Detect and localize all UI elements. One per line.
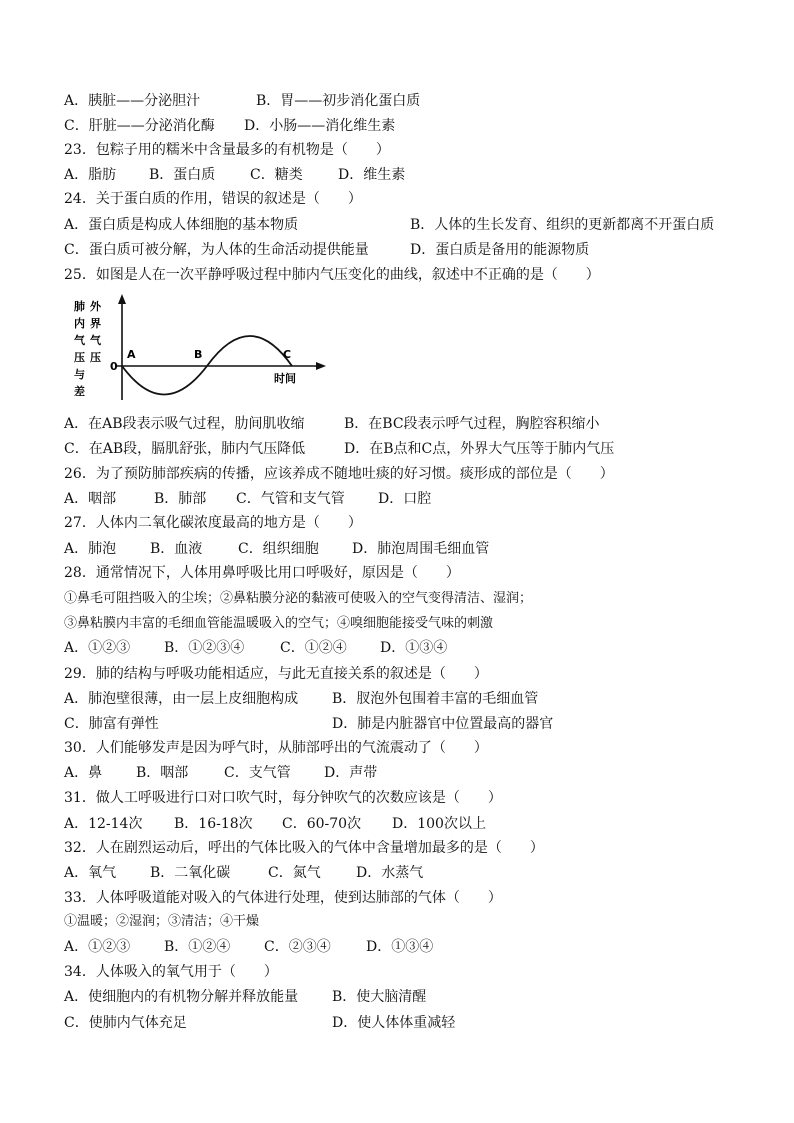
x-axis-arrow xyxy=(316,362,326,370)
x-axis-label: 时间 xyxy=(274,372,296,385)
q28-stem: 28．通常情况下，人体用鼻呼吸比用口呼吸好，原因是（ ） xyxy=(64,565,460,581)
q28-option-c: C．①②④ xyxy=(280,640,347,656)
q30-option-b: B．咽部 xyxy=(136,765,189,781)
q25-option-d: D．在B点和C点，外界大气压等于肺内气压 xyxy=(344,441,615,457)
q33-option-d: D．①③④ xyxy=(366,939,434,955)
q34-option-d: D．使人体体重减轻 xyxy=(332,1015,456,1031)
ylabel-col1-char-0: 肺 xyxy=(74,300,85,313)
q30-option-d: D．声带 xyxy=(324,765,378,781)
q34-stem: 34．人体吸入的氧气用于（ ） xyxy=(64,964,278,980)
q24-option-a: A．蛋白质是构成人体细胞的基本物质 xyxy=(64,217,299,233)
q29-option-a: A．肺泡壁很薄，由一层上皮细胞构成 xyxy=(64,691,299,707)
q26-option-d: D．口腔 xyxy=(378,491,432,507)
q33-note: ①温暖；②湿润；③清洁；④干燥 xyxy=(64,914,260,929)
ylabel-col2-char-0: 外 xyxy=(90,300,101,313)
q30-option-c: C．支气管 xyxy=(224,765,291,781)
q33-option-b: B．①②④ xyxy=(164,939,231,955)
q34-option-b: B．使大脑清醒 xyxy=(332,989,427,1005)
q26-stem: 26．为了预防肺部疾病的传播，应该养成不随地吐痰的好习惯。痰形成的部位是（ ） xyxy=(64,466,614,482)
q24-option-b: B．人体的生长发育、组织的更新都离不开蛋白质 xyxy=(410,217,715,233)
q26-option-c: C．气管和支气管 xyxy=(236,491,345,507)
ylabel-col2-char-1: 界 xyxy=(90,317,101,330)
q34-option-c: C．使肺内气体充足 xyxy=(64,1015,187,1031)
q29-option-d: D．肺是内脏器官中位置最高的器官 xyxy=(332,716,554,732)
q24-stem: 24．关于蛋白质的作用，错误的叙述是（ ） xyxy=(64,191,362,207)
ylabel-col1-char-1: 内 xyxy=(74,317,85,330)
q26-option-a: A．咽部 xyxy=(64,491,117,507)
q24-option-d: D．蛋白质是备用的能源物质 xyxy=(410,242,590,258)
q32-stem: 32．人在剧烈运动后，呼出的气体比吸入的气体中含量增加最多的是（ ） xyxy=(64,840,544,856)
q32-option-d: D．水蒸气 xyxy=(356,865,424,881)
q29-option-b: B．肞泡外包围着丰富的毛细血管 xyxy=(332,691,539,707)
q22-option-b: B．胃——初步消化蛋白质 xyxy=(256,93,421,109)
point-c-label: C xyxy=(283,348,292,361)
q33-option-c: C．②③④ xyxy=(264,939,331,955)
q28-note-1: ①鼻毛可阻挡吸入的尘埃；②鼻粘膜分泌的黏液可使吸入的空气变得清洁、湿润； xyxy=(64,591,533,606)
q31-option-c: C．60-70次 xyxy=(282,816,362,832)
q23-option-d: D．维生素 xyxy=(338,167,406,183)
point-a-label: A xyxy=(127,348,136,361)
ylabel-col1-char-2: 气 xyxy=(74,334,85,347)
q23-option-a: A．脂肪 xyxy=(64,167,117,183)
origin-label: 0 xyxy=(110,360,118,373)
pressure-curve-figure xyxy=(70,292,330,404)
q29-stem: 29．肺的结构与呼吸功能相适应，与此无直接关系的叙述是（ ） xyxy=(64,666,488,682)
q34-option-a: A．使细胞内的有机物分解并释放能量 xyxy=(64,989,299,1005)
q31-option-a: A．12-14次 xyxy=(64,816,143,832)
ylabel-col1-char-4: 与 xyxy=(74,368,85,381)
q28-option-a: A．①②③ xyxy=(64,640,131,656)
q28-option-d: D．①③④ xyxy=(380,640,448,656)
q23-option-c: C．糖类 xyxy=(250,167,303,183)
q32-option-b: B．二氧化碳 xyxy=(150,865,231,881)
q26-option-b: B．肺部 xyxy=(154,491,207,507)
q22-option-a: A．胰脏——分泌胆汁 xyxy=(64,93,201,109)
ylabel-col2-char-2: 气 xyxy=(90,334,101,347)
q31-option-b: B．16-18次 xyxy=(174,816,253,832)
q25-stem: 25．如图是人在一次平静呼吸过程中肺内气压变化的曲线，叙述中不正确的是（ ） xyxy=(64,267,600,283)
q32-option-a: A．氧气 xyxy=(64,865,117,881)
q25-option-a: A．在AB段表示吸气过程，肋间肌收缩 xyxy=(64,416,305,432)
ylabel-col1-char-5: 差 xyxy=(74,385,85,398)
q27-option-c: C．组织细胞 xyxy=(238,541,319,557)
q31-option-d: D．100次以上 xyxy=(392,816,486,832)
q31-stem: 31．做人工呼吸进行口对口吹气时，每分钟吹气的次数应该是（ ） xyxy=(64,790,502,806)
q23-option-b: B．蛋白质 xyxy=(149,167,216,183)
q27-stem: 27．人体内二氧化碳浓度最高的地方是（ ） xyxy=(64,515,362,531)
ylabel-col2-char-3: 压 xyxy=(90,351,101,364)
q29-option-c: C．肺富有弹性 xyxy=(64,716,159,732)
q30-option-a: A．鼻 xyxy=(64,765,103,781)
q30-stem: 30．人们能够发声是因为呼气时，从肺部呼出的气流震动了（ ） xyxy=(64,740,488,756)
q24-option-c: C．蛋白质可被分解，为人体的生命活动提供能量 xyxy=(64,242,369,258)
q32-option-c: C．氮气 xyxy=(268,865,321,881)
q27-option-b: B．血液 xyxy=(150,541,203,557)
q33-stem: 33．人体呼吸道能对吸入的气体进行处理，使到达肺部的气体（ ） xyxy=(64,890,502,906)
q25-option-b: B．在BC段表示呼气过程，胸腔容积缩小 xyxy=(344,416,600,432)
ylabel-col1-char-3: 压 xyxy=(74,351,85,364)
q27-option-d: D．肺泡周围毛细血管 xyxy=(352,541,490,557)
q33-option-a: A．①②③ xyxy=(64,939,131,955)
q28-option-b: B．①②③④ xyxy=(164,640,245,656)
q23-stem: 23．包粽子用的糯米中含量最多的有机物是（ ） xyxy=(64,142,390,158)
point-b-label: B xyxy=(194,348,203,361)
q25-option-c: C．在AB段，膈肌舒张，肺内气压降低 xyxy=(64,441,306,457)
q22-option-c: C．肝脏——分泌消化酶 xyxy=(64,118,215,134)
y-axis-arrow xyxy=(118,294,126,304)
q28-note-2: ③鼻粘膜内丰富的毛细血管能温暖吸入的空气；④嗅细胞能接受气味的刺激 xyxy=(64,616,494,631)
q27-option-a: A．肺泡 xyxy=(64,541,117,557)
q22-option-d: D．小肠——消化维生素 xyxy=(244,118,396,134)
